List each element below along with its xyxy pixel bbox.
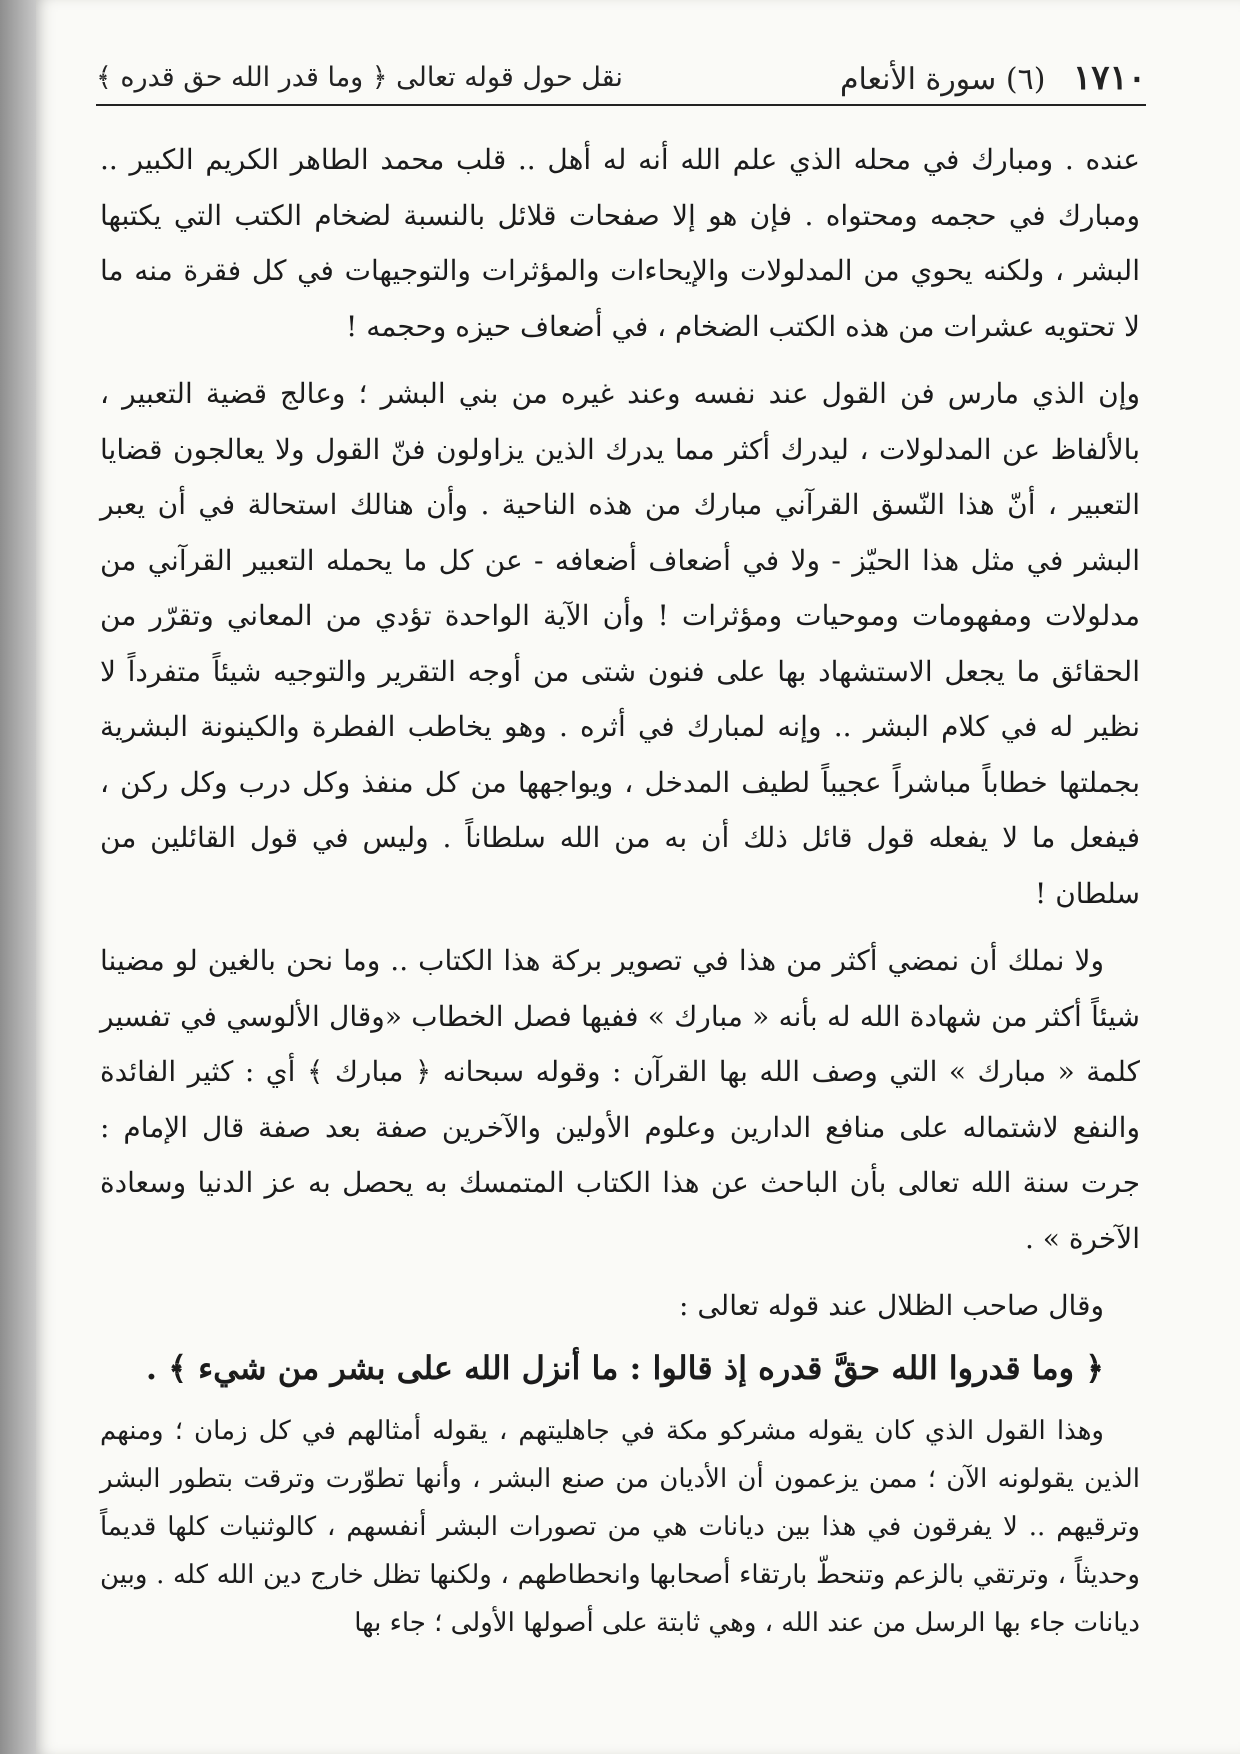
header-topic: نقل حول قوله تعالى ﴿ وما قدر الله حق قدره ﴾	[96, 62, 623, 93]
paragraph-final: وهذا القول الذي كان يقوله مشركو مكة في جاهليتهم ، يقوله أمثالهم في كل زمان ؛ ومنهم الذين يقولونه الآن ؛ ممن يزعمون أن الأديان من صنع البشر ، وأنها تطوّرت وترقت بتطور البشر وترقيهم .. لا يفرقون في هذا بين ديانات هي من تصورات البشر أنفسهم ، كالوثنيات كلها قديماً وحديثاً ، وترتقي بالزعم وتنحطّ بارتقاء أصحابها وانحطاطهم ، ولكنها تظل خارج دين الله كله . وبين ديانات جاء بها الرسل من عند الله ، وهي ثابتة على أصولها الأولى ؛ جاء بها	[100, 1416, 1140, 1638]
header-right	[840, 58, 1146, 98]
header-rule	[96, 104, 1146, 106]
paragraph-3: ولا نملك أن نمضي أكثر من هذا في تصوير بركة هذا الكتاب .. وما نحن بالغين لو مضينا شيئاً أكثر من شهادة الله له بأنه « مبارك » ففيها فصل الخطاب «وقال الألوسي في تفسير كلمة « مبارك » التي وصف الله بها القرآن : وقوله سبحانه ﴿ مبارك ﴾ أي : كثير الفائدة والنفع لاشتماله على منافع الدارين وعلوم الأولين والآخرين صفة بعد صفة قال الإمام : جرت سنة الله تعالى بأن الباحث عن هذا الكتاب المتمسك به يحصل به عز الدنيا وسعادة الآخرة » .	[100, 944, 1140, 1255]
main-text	[100, 132, 1140, 1647]
paragraph-2: وإن الذي مارس فن القول عند نفسه وعند غيره من بني البشر ؛ وعالج قضية التعبير ، بالألفاظ عن المدلولات ، ليدرك أكثر مما يدرك الذين يزاولون فنّ القول ولا يعالجون قضايا التعبير ، أنّ هذا النّسق القرآني مبارك من هذه الناحية . وأن هنالك استحالة في أن يعبر البشر في مثل هذا الحيّز - ولا في أضعاف أضعافه - عن كل ما يحمله التعبير القرآني من مدلولات ومفهومات وموحيات ومؤثرات ! وأن الآية الواحدة تؤدي من المعاني وتقرّر من الحقائق ما يجعل الاستشهاد بها على فنون شتى من أوجه التقرير والتوجيه شيئاً متفرداً لا نظير له في كلام البشر .. وإنه لمبارك في أثره . وهو يخاطب الفطرة والكينونة البشرية بجملتها خطاباً مباشراً عجيباً لطيف المدخل ، ويواجهها من كل منفذ وكل درب وكل ركن ، فيفعل ما لا يفعله قول قائل ذلك أن به من الله سلطاناً . وليس في قول القائلين من سلطان !	[100, 377, 1140, 910]
page-number: ١٧١٠	[1072, 58, 1146, 98]
quran-verse: ﴿ وما قدروا الله حقَّ قدره إذ قالوا : ما أنزل الله على بشر من شيء ﴾ .	[145, 1349, 1104, 1387]
intro-line: وقال صاحب الظلال عند قوله تعالى :	[678, 1289, 1104, 1322]
page-header	[96, 58, 1146, 106]
paragraph-1: عنده . ومبارك في محله الذي علم الله أنه له أهل .. قلب محمد الطاهر الكريم الكبير .. ومبارك في حجمه ومحتواه . فإن هو إلا صفحات قلائل بالنسبة لضخام الكتب التي يكتبها البشر ، ولكنه يحوي من المدلولات والإيحاءات والمؤثرات والتوجيهات في كل فقرة منه ما لا تحتويه عشرات من هذه الكتب الضخام ، في أضعاف حيزه وحجمه !	[100, 143, 1140, 343]
surah-title: (٦) سورة الأنعام	[839, 62, 1046, 97]
book-gutter	[0, 0, 36, 1754]
